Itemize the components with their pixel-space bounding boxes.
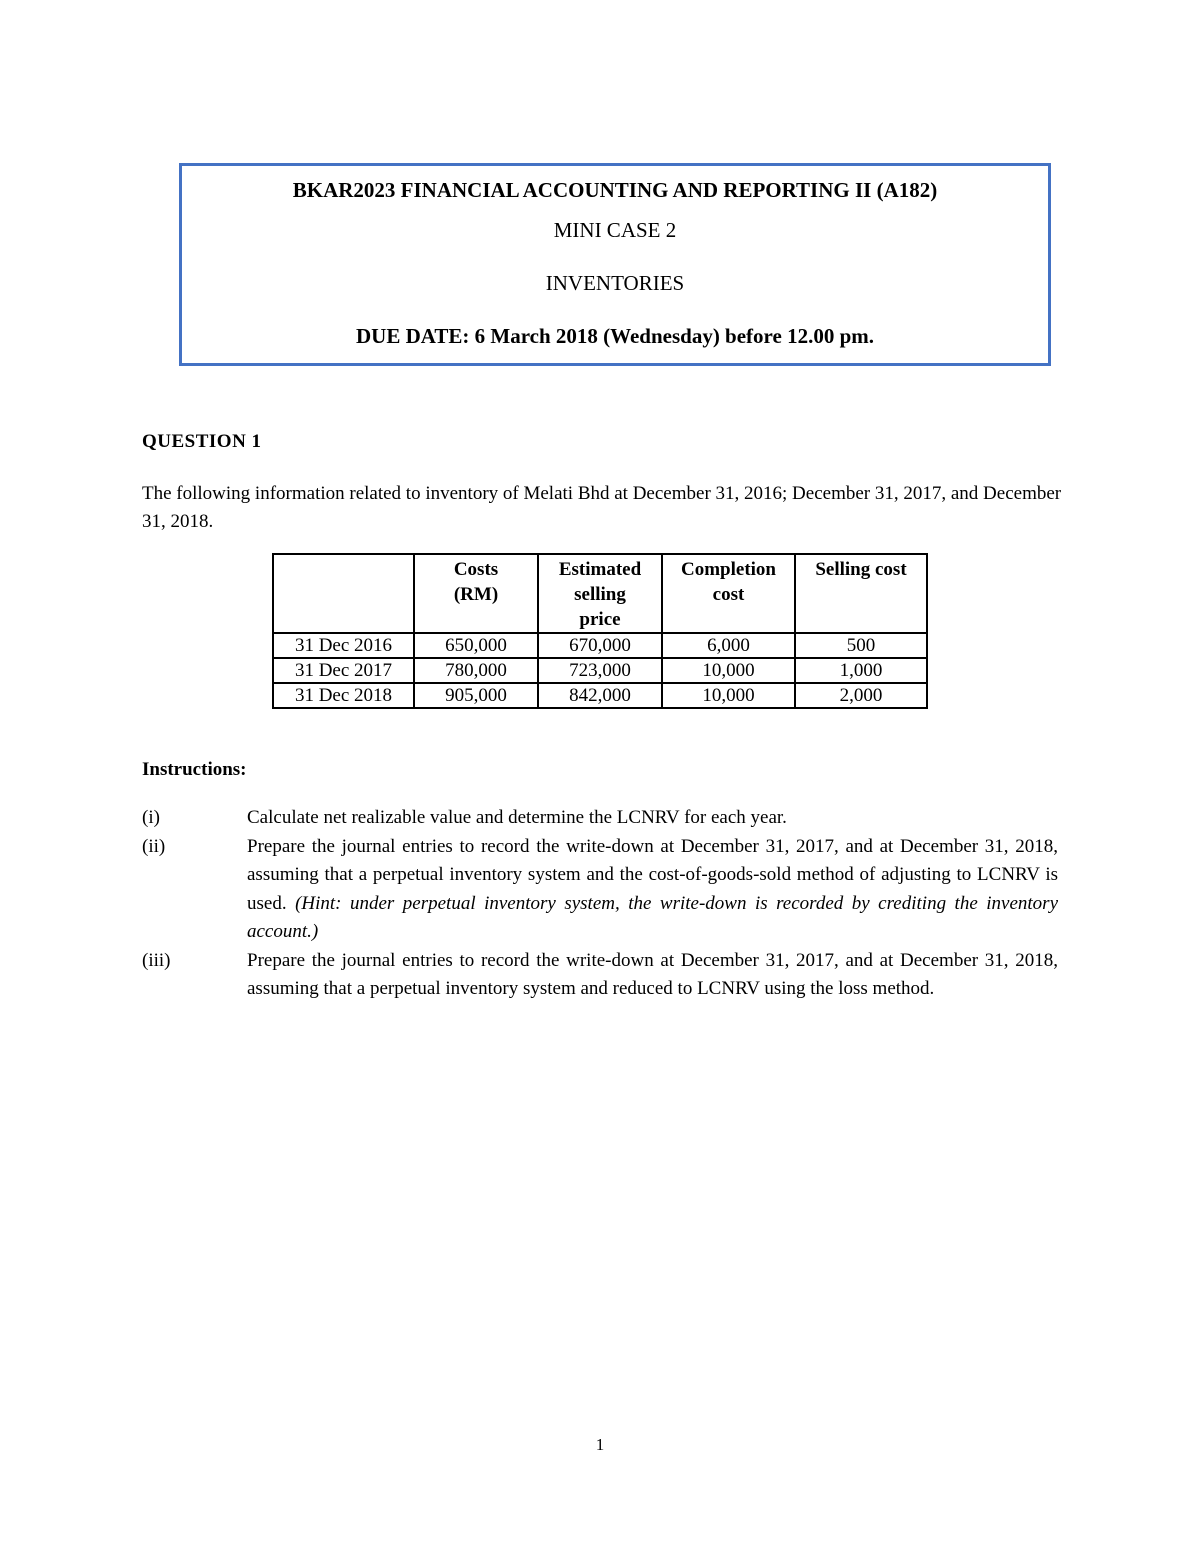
- item-hint: (Hint: under perpetual inventory system, the write-down is recorded by crediting the inventory account.): [247, 892, 1059, 942]
- item-text: [247, 947, 1058, 1004]
- table-cell: 10,000: [662, 658, 795, 683]
- table-header-cell: Selling cost: [795, 554, 927, 633]
- table-cell: 842,000: [538, 683, 662, 708]
- item-number: (ii): [142, 835, 166, 857]
- table-row: [273, 683, 927, 708]
- instructions-title: Instructions:: [142, 759, 247, 780]
- table-cell: 1,000: [795, 658, 927, 683]
- table-cell: 650,000: [414, 633, 538, 658]
- due-date: DUE DATE: 6 March 2018 (Wednesday) before 12.00 pm.: [356, 324, 874, 348]
- item-body: Prepare the journal entries to record the write-down at December 31, 2017, and at December 31, 2018, assuming that a perpetual inventory system and the cost-of-goods-sold method of adjusting to LCNRV is used.: [247, 835, 1058, 914]
- table-cell: 670,000: [538, 633, 662, 658]
- question-intro: The following information related to inventory of Melati Bhd at December 31, 2016; December 31, 2017, and December 31, 2018.: [142, 483, 1062, 532]
- item-number: (i): [142, 807, 160, 828]
- table-cell: 31 Dec 2018: [273, 683, 414, 708]
- table-cell: 6,000: [662, 633, 795, 658]
- question-title: QUESTION 1: [142, 431, 262, 452]
- table-header-cell: Estimated selling price: [538, 554, 662, 633]
- table-header-cell: Completion cost: [662, 554, 795, 633]
- topic-title: INVENTORIES: [545, 271, 685, 295]
- item-number: (iii): [142, 949, 171, 971]
- course-title: BKAR2023 FINANCIAL ACCOUNTING AND REPORTING II (A182): [292, 178, 938, 202]
- table-header-row: [273, 554, 927, 633]
- table-cell: 780,000: [414, 658, 538, 683]
- instructions-list: [142, 804, 1058, 1004]
- table-cell: 31 Dec 2016: [273, 633, 414, 658]
- table-cell: 31 Dec 2017: [273, 658, 414, 683]
- inventory-table: [272, 553, 928, 709]
- list-item: [142, 833, 1058, 947]
- title-box: [179, 163, 1051, 366]
- page-number: 1: [595, 1435, 605, 1454]
- table-row: [273, 658, 927, 683]
- case-title: MINI CASE 2: [553, 218, 677, 242]
- list-item: [142, 947, 1058, 1004]
- table-cell: 500: [795, 633, 927, 658]
- item-text: [247, 833, 1058, 947]
- item-body: Prepare the journal entries to record the write-down at December 31, 2017, and at December 31, 2018, assuming that a perpetual inventory system and reduced to LCNRV using the loss method.: [247, 949, 1058, 999]
- table-header-cell: Costs (RM): [414, 554, 538, 633]
- table-header-cell: [273, 554, 414, 633]
- item-body: Calculate net realizable value and determine the LCNRV for each year.: [247, 807, 787, 828]
- table-row: [273, 633, 927, 658]
- table-cell: 10,000: [662, 683, 795, 708]
- table-cell: 2,000: [795, 683, 927, 708]
- table-cell: 723,000: [538, 658, 662, 683]
- list-item: [142, 804, 1058, 833]
- item-text: [247, 804, 1058, 833]
- table-cell: 905,000: [414, 683, 538, 708]
